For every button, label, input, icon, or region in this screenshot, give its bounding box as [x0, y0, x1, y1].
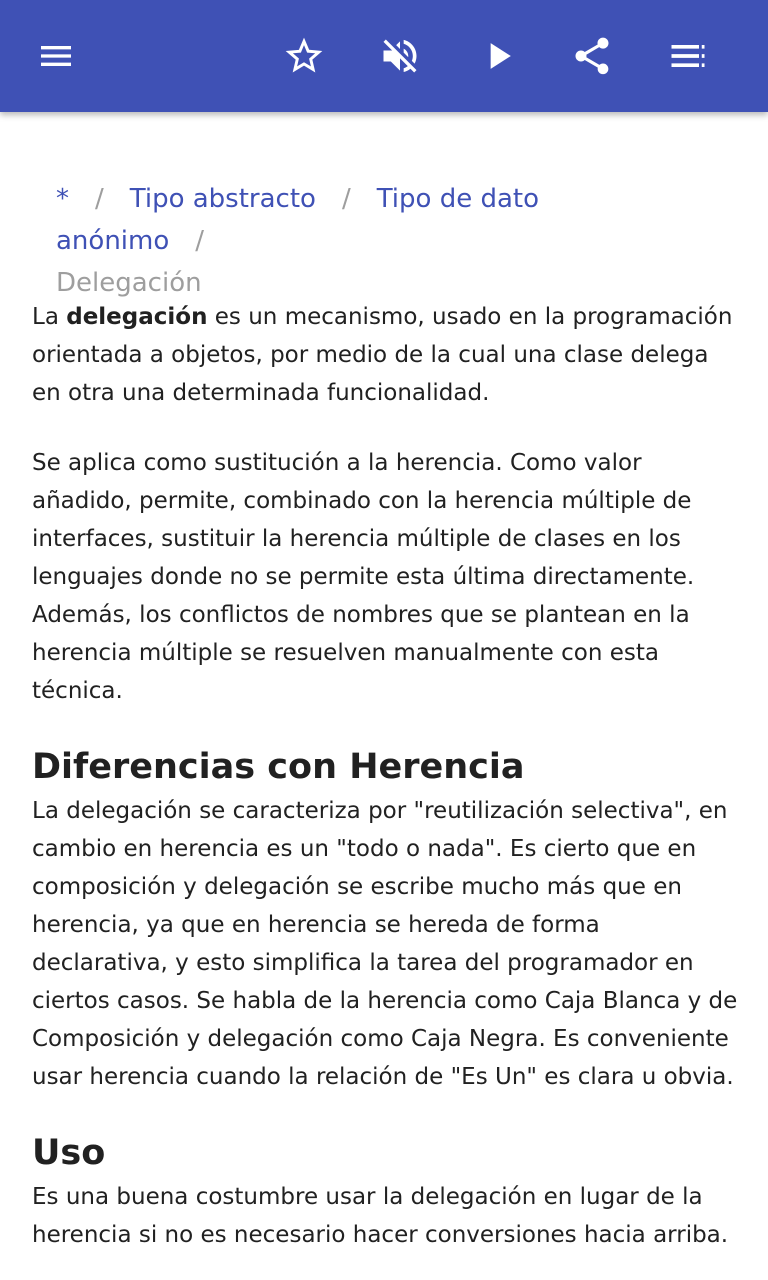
breadcrumb: [56, 178, 716, 304]
share-icon: [570, 34, 614, 78]
mute-button[interactable]: [372, 28, 428, 84]
breadcrumb-current: Delegación: [56, 268, 202, 298]
app-toolbar: [0, 0, 768, 112]
section-heading: Diferencias con Herencia: [32, 747, 525, 787]
favorite-button[interactable]: [276, 28, 332, 84]
playlist-icon: [666, 34, 710, 78]
breadcrumb-separator: /: [95, 184, 104, 214]
intro-text-before: La: [32, 304, 67, 330]
section-heading: Uso: [32, 1133, 106, 1173]
breadcrumb-item-tipo-de-dato-anonimo[interactable]: Tipo de dato anónimo: [56, 184, 540, 256]
volume-off-icon: [378, 34, 422, 78]
breadcrumb-separator: /: [341, 184, 351, 214]
menu-icon: [36, 36, 76, 76]
intro-term: delegación: [66, 304, 208, 330]
breadcrumb-separator: /: [195, 226, 205, 256]
article-content: [0, 112, 768, 1280]
menu-button[interactable]: [28, 28, 84, 84]
intro-text-after: es un mecanismo, usado en la programación orientada a objetos, por medio de la cual una clase delega en otra una determinada funcionalidad.: [32, 304, 733, 406]
section-paragraph: La delegación se caracteriza por "reutilización selectiva", en cambio en herencia es un "todo o nada". Es cierto que en composición y delegación se escribe mucho más que en herencia, ya que en herencia se hereda de forma declarativa, y esto simplifica la tarea del programador en ciertos casos. Se habla de la herencia como Caja Blanca y de Composición y delegación como Caja Negra. Es conveniente usar herencia cuando la relación de "Es Un" es clara u obvia.: [32, 798, 738, 1090]
intro-paragraph: [32, 298, 742, 412]
breadcrumb-item-tipo-abstracto[interactable]: Tipo abstracto: [129, 184, 316, 214]
breadcrumb-item-root[interactable]: *: [56, 184, 69, 214]
play-button[interactable]: [470, 28, 526, 84]
play-icon: [476, 34, 520, 78]
section-paragraph: Es una buena costumbre usar la delegación en lugar de la herencia si no es necesario hacer conversiones hacia arriba.: [32, 1184, 729, 1248]
star-outline-icon: [282, 34, 326, 78]
contents-list-button[interactable]: [660, 28, 716, 84]
paragraph: Se aplica como sustitución a la herencia. Como valor añadido, permite, combinado con la herencia múltiple de interfaces, sustituir la herencia múltiple de clases en los lenguajes donde no se permite esta última directamente. Además, los conflictos de nombres que se plantean en la herencia múltiple se resuelven manualmente con esta técnica.: [32, 450, 695, 704]
article-body: [32, 298, 742, 1280]
share-button[interactable]: [564, 28, 620, 84]
